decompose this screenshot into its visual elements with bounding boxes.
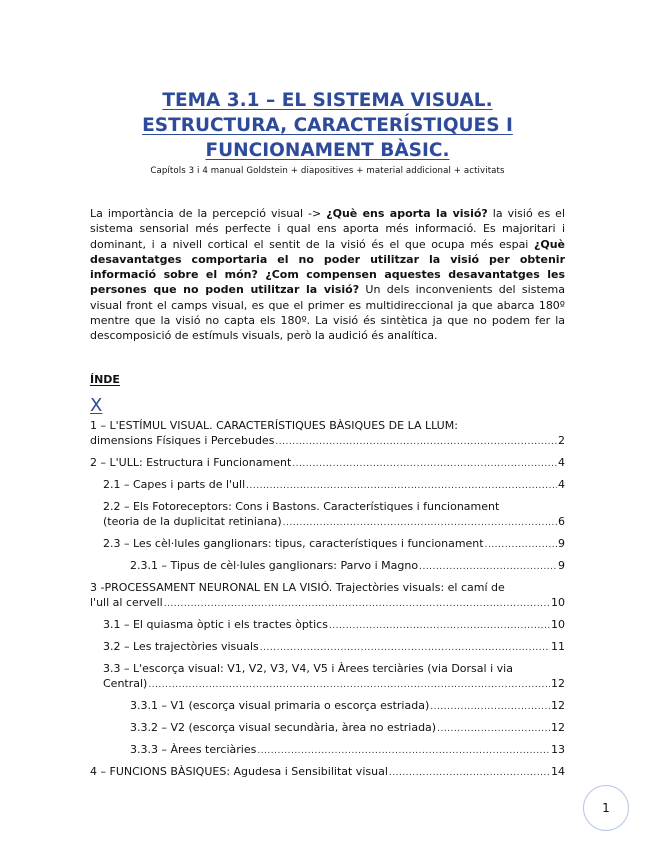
toc-page-number: 4: [558, 477, 565, 491]
toc-entry-text: 2.1 – Capes i parts de l'ull: [103, 477, 246, 491]
toc-entry[interactable]: [90, 418, 565, 450]
dot-leader: [419, 560, 557, 575]
intro-paragraph: [90, 206, 565, 344]
toc-page-number: 12: [551, 720, 565, 734]
toc-page-number: 2: [558, 433, 565, 447]
toc-entry[interactable]: [90, 720, 565, 737]
toc-entry-text: 3.2 – Les trajectòries visuals: [103, 639, 259, 653]
toc-page-number: 4: [558, 455, 565, 469]
toc-entry[interactable]: [90, 455, 565, 472]
toc-entry[interactable]: [90, 558, 565, 575]
dot-leader: [260, 641, 550, 656]
table-of-contents: [90, 418, 565, 781]
toc-entry[interactable]: [90, 639, 565, 656]
subtitle: Capítols 3 i 4 manual Goldstein + diapositives + material addicional + activitats: [150, 166, 505, 176]
toc-entry-text: Central): [103, 676, 148, 690]
intro-text-1: La importància de la percepció visual ->: [90, 207, 327, 220]
toc-entry-text: 4 – FUNCIONS BÀSIQUES: Agudesa i Sensibilitat visual: [90, 764, 388, 778]
toc-entry[interactable]: [90, 764, 565, 781]
toc-entry[interactable]: [90, 499, 565, 531]
toc-entry-lead: 2.2 – Els Fotoreceptors: Cons i Bastons. Característiques i funcionament: [103, 499, 500, 513]
dot-leader: [292, 457, 557, 472]
intro-question-1: ¿Què ens aporta la visió?: [326, 207, 488, 220]
page-number-badge: [583, 785, 629, 831]
document-page: [90, 88, 565, 786]
toc-entry-text: 3.3.1 – V1 (escorça visual primaria o escorça estriada): [130, 698, 430, 712]
toc-entry-text: dimensions Físiques i Percebudes: [90, 433, 275, 447]
dot-leader: [485, 538, 557, 553]
toc-entry-text: 3.3.2 – V2 (escorça visual secundària, àrea no estriada): [130, 720, 437, 734]
toc-page-number: 9: [558, 558, 565, 572]
intro-text-3: Un dels inconvenients del sistema visual front el camps visual, es que el primer es multidireccional ja que abarca 180º mentre que la visió no capta els 180º. La visió és sintètica ja que no podem fer la descomposició de estímuls visuals, però la audició és analítica.: [90, 283, 565, 343]
dot-leader: [275, 435, 557, 450]
dot-leader: [246, 479, 557, 494]
toc-page-number: 12: [551, 698, 565, 712]
toc-heading-x: X: [90, 394, 103, 416]
toc-page-number: 9: [558, 536, 565, 550]
toc-page-number: 14: [551, 764, 565, 778]
toc-entry-text: 2 – L'ULL: Estructura i Funcionament: [90, 455, 292, 469]
toc-entry-text: (teoria de la duplicitat retiniana): [103, 514, 282, 528]
dot-leader: [430, 700, 550, 715]
toc-page-number: 10: [551, 595, 565, 609]
toc-entry[interactable]: [90, 477, 565, 494]
dot-leader: [437, 722, 550, 737]
toc-entry[interactable]: [90, 580, 565, 612]
toc-page-number: 12: [551, 676, 565, 690]
intro-question-2: ¿Què desavantatges comportaria el no poder utilitzar la visió per obtenir informació sobre el món? ¿Com compensen aquestes desavantatges les persones que no poden utilitzar la visió?: [90, 237, 565, 297]
toc-entry[interactable]: [90, 617, 565, 634]
toc-entry-lead: 3 -PROCESSAMENT NEURONAL EN LA VISIÓ. Trajectòries visuals: el camí de: [90, 580, 505, 594]
toc-page-number: 11: [551, 639, 565, 653]
dot-leader: [283, 516, 557, 531]
toc-page-number: 10: [551, 617, 565, 631]
toc-entry[interactable]: [90, 742, 565, 759]
toc-entry-text: 2.3 – Les cèl·lules ganglionars: tipus, característiques i funcionament: [103, 536, 484, 550]
toc-heading: ÍNDE: [90, 372, 120, 386]
title-line-3: FUNCIONAMENT BÀSIC.: [205, 140, 450, 161]
toc-entry[interactable]: [90, 698, 565, 715]
toc-entry[interactable]: [90, 536, 565, 553]
toc-page-number: 13: [551, 742, 565, 756]
toc-entry-text: l'ull al cervell: [90, 595, 163, 609]
intro-text-2: la visió es el sistema sensorial més perfecte i qual ens aporta més informació. Es majoritari i dominant, i a nivell cortical el sentit de la visió és el que ocupa més espai: [90, 207, 566, 251]
toc-entry-text: 2.3.1 – Tipus de cèl·lules ganglionars: Parvo i Magno: [130, 558, 419, 572]
toc-entry-text: 3.3.3 – Àrees terciàries: [130, 742, 257, 756]
title-line-1: TEMA 3.1 – EL SISTEMA VISUAL.: [162, 90, 493, 111]
toc-entry-text: 3.1 – El quiasma òptic i els tractes òptics: [103, 617, 328, 631]
dot-leader: [164, 597, 550, 612]
dot-leader: [148, 678, 550, 693]
toc-entry-lead: 1 – L'ESTÍMUL VISUAL. CARACTERÍSTIQUES BÀSIQUES DE LA LLUM:: [90, 418, 458, 432]
toc-page-number: 6: [558, 514, 565, 528]
page-number: 1: [602, 801, 610, 815]
toc-entry-lead: 3.3 – L'escorça visual: V1, V2, V3, V4, V5 i Àrees terciàries (via Dorsal i via: [103, 661, 513, 675]
dot-leader: [257, 744, 550, 759]
title-line-2: ESTRUCTURA, CARACTERÍSTIQUES I: [142, 115, 513, 136]
toc-entry[interactable]: [90, 661, 565, 693]
dot-leader: [329, 619, 550, 634]
page-title: [90, 88, 565, 163]
dot-leader: [389, 766, 550, 781]
